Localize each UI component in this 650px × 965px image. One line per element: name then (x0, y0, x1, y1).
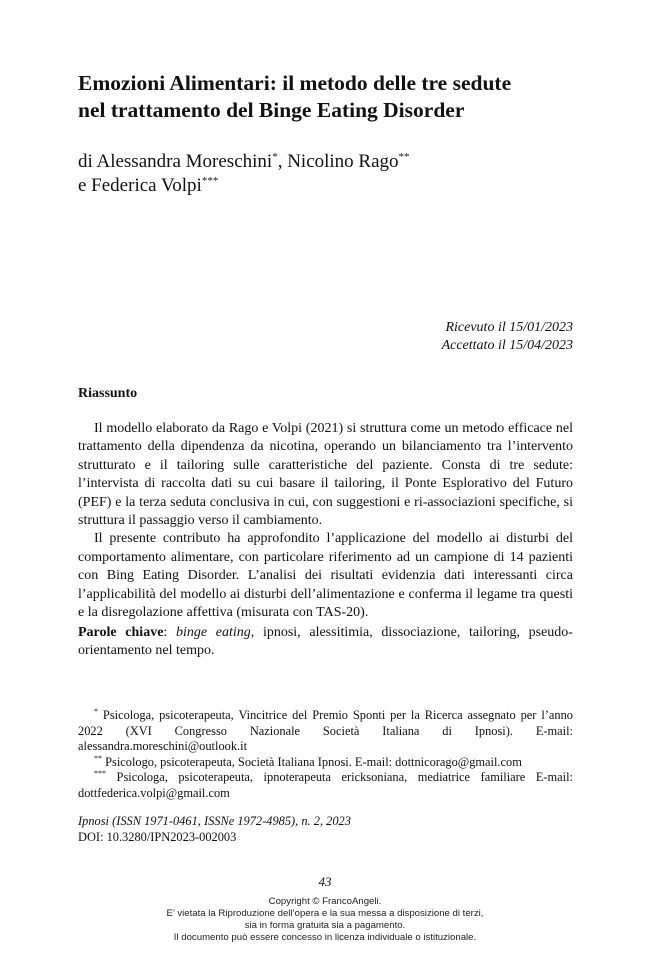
footnote (78, 770, 573, 801)
keywords-list: , ipnosi, alessitimia, dissociazione, tailoring, pseudo-orientamento nel tempo. (78, 625, 573, 659)
received-date: Ricevuto il 15/01/2023 (445, 320, 573, 335)
abstract-heading: Riassunto (78, 386, 138, 401)
keywords-colon: : (163, 625, 176, 640)
footnote-mark: ** (94, 753, 102, 763)
copyright-line: E’ vietata la Riproduzione dell’opera e la sua messa a disposizione di terzi, (166, 908, 484, 919)
author-text: di Alessandra Moreschini (78, 151, 273, 172)
author-list (78, 150, 410, 198)
keyword-italic: binge eating (175, 625, 251, 640)
abstract-paragraph: Il modello elaborato da Rago e Volpi (2021) si struttura come un metodo efficace nel trattamento della dipendenza da nicotina, operando un bilanciamento tra l’intervento strutturato e il tailoring sulle caratteristiche del paziente. Consta di tre sedute: l’intervista di raccolta dati su cui basare il tailoring, il Ponte Esplorativo del Futuro (PEF) e la terza seduta conclusiva in cui, con suggestioni e ri-associazioni specifiche, si struttura il passaggio verso il cambiamento. (78, 421, 573, 529)
doi: DOI: 10.3280/IPN2023-002003 (78, 829, 237, 844)
footnote-mark: ** (398, 151, 410, 163)
footnote-mark: * (94, 707, 98, 716)
article-title (78, 70, 588, 124)
copyright-line: sia in forma gratuita sia a pagamento. (244, 920, 406, 931)
journal-reference: Ipnosi (ISSN 1971-0461, ISSNe 1972-4985), n. 2, 2023 (78, 814, 351, 828)
copyright-line: Copyright © FrancoAngeli. (268, 896, 382, 907)
footnote-text: Psicologa, psicoterapeuta, ipnoterapeuta ericksoniana, mediatrice familiare E-mail: dottfederica.volpi@gmail.com (78, 770, 573, 800)
keywords (78, 624, 573, 661)
abstract-body (78, 420, 573, 622)
footnote-mark: *** (94, 769, 106, 779)
submission-dates (442, 319, 573, 355)
title-line: Emozioni Alimentari: il metodo delle tre sedute (78, 71, 512, 95)
journal-info (78, 814, 351, 845)
footnote (78, 708, 573, 755)
title-line: nel trattamento del Binge Eating Disorder (78, 98, 465, 122)
abstract-paragraph: Il presente contributo ha approfondito l’applicazione del modello ai disturbi del comportamento alimentare, con particolare riferimento ad un campione di 14 pazienti con Bing Eating Disorder. L’analisi dei risultati evidenzia dati interessanti circa l’applicabilità del modello ai disturbi dell’alimentazione e conferma il legame tra questi e la disregolazione affettiva (misurata con TAS-20). (78, 531, 573, 621)
footnote (78, 755, 573, 771)
footnote-text: Psicologo, psicoterapeuta, Società Italiana Ipnosi. E-mail: dottnicorago@gmail.com (105, 754, 522, 769)
accepted-date: Accettato il 15/04/2023 (441, 338, 573, 353)
keywords-label: Parole chiave (78, 625, 164, 640)
footnote-text: Psicologa, psicoterapeuta, Vincitrice del Premio Sponti per la Ricerca assegnato per l’anno 2022 (XVI Congresso Nazionale Società Italiana di Ipnosi). E-mail: alessandra.moreschini@outlook.it (78, 708, 573, 754)
author-line (78, 174, 410, 198)
copyright-line: Il documento può essere concesso in licenza individuale o istituzionale. (173, 932, 477, 943)
author-text: e Federica Volpi (78, 175, 202, 196)
page-number: 43 (318, 874, 332, 889)
footnote-mark: * (272, 151, 278, 163)
footnote-mark: *** (201, 175, 219, 187)
author-line (78, 150, 410, 174)
copyright-notice (0, 896, 650, 944)
footnotes (78, 708, 573, 802)
author-text: , Nicolino Rago (277, 151, 399, 172)
